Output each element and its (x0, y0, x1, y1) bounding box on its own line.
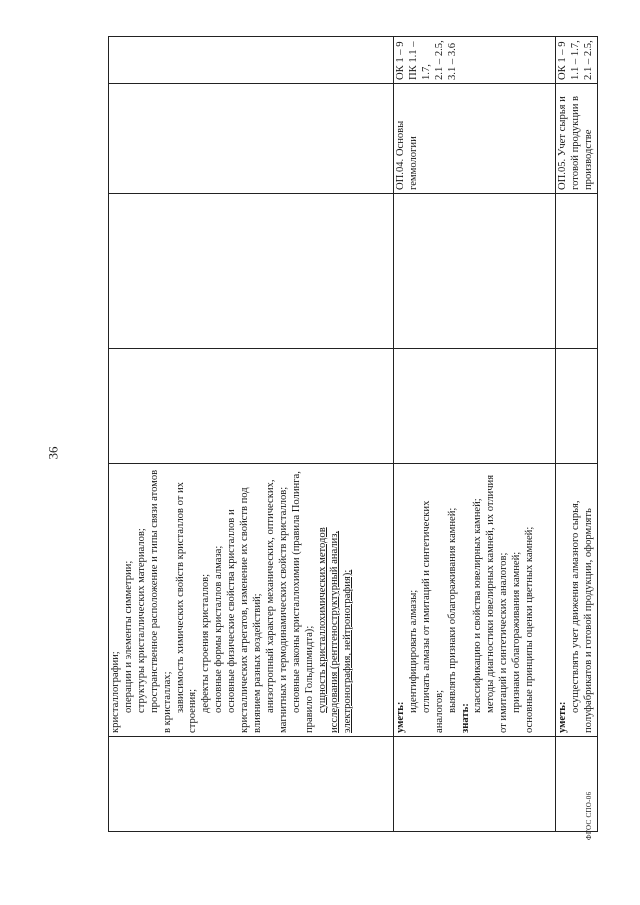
table-row (556, 37, 598, 832)
content-line: основные формы кристаллов алмаза; (213, 545, 225, 713)
content-line: основные законы кристаллохимии (правила Полинга, правило Гольдшмидта); (290, 471, 315, 733)
content-line: кристаллографии; (110, 651, 121, 733)
code-line: ПК 1.1 – 1.7, (407, 41, 432, 80)
content-line: дефекты строения кристаллов; (200, 573, 212, 713)
cell-empty (109, 194, 394, 349)
content-line: основные физические свойства кристаллов и кристаллических агрегатов, изменение их свойств под влиянием разных воздействий; (226, 487, 263, 733)
code-line: ОК 1 – 9 (557, 41, 568, 80)
cell-content (109, 464, 394, 737)
content-line: знать: (459, 703, 471, 733)
code-line: 2.1 – 2.5, (582, 40, 594, 80)
cell-empty (394, 194, 556, 349)
table-row (109, 37, 394, 832)
cell-codes (109, 37, 394, 84)
table-row (394, 37, 556, 832)
cell-index: ОП.05. Учет сырья и готовой продукции в производстве (556, 84, 598, 194)
content-line: пространственное расположение и типы связи атомов в кристаллах; (148, 469, 173, 733)
content-line: идентифицировать алмазы; (407, 589, 419, 713)
cell-empty (556, 194, 598, 349)
cell-codes (556, 37, 598, 84)
content-line: признаки облагораживания камней; (511, 551, 523, 713)
content-line: анизотропный характер механических, оптических, магнитных и термодинамических свойств кристаллов; (264, 479, 289, 733)
content-line: отличать алмазы от имитаций и синтетических аналогов; (420, 500, 445, 733)
content-line: уметь: (395, 701, 406, 733)
content-line: основные принципы оценки цветных камней; (524, 526, 536, 733)
content-line: осуществлять учет движения алмазного сырья, полуфабрикатов и готовой продукции, оформлять (569, 500, 594, 733)
cell-empty (556, 349, 598, 464)
cell-empty (109, 737, 394, 832)
content-line: сущность кристаллохимических методов исследования (рентгеноструктурный анализ, электронография, нейтронография); (316, 527, 354, 733)
content-line: структуры кристаллических материалов; (135, 528, 147, 713)
content-line: классификацию и свойства ювелирных камней; (472, 498, 484, 713)
content-line: выявлять признаки облагораживания камней; (446, 507, 458, 713)
cell-content (394, 464, 556, 737)
cell-index (109, 84, 394, 194)
cell-empty (109, 349, 394, 464)
page-number: 36 (45, 446, 61, 460)
competency-table (108, 36, 598, 832)
code-line: 3.1 – 3.6 (446, 42, 458, 80)
cell-empty (394, 737, 556, 832)
code-line: 2.1 – 2.5, (433, 40, 445, 80)
cell-index: ОП.04. Основы геммологии (394, 84, 556, 194)
content-line: уметь: (557, 701, 568, 733)
rotated-table-container (108, 37, 595, 832)
cell-content (556, 464, 598, 737)
footer-text: ФГОС СПО-06 (585, 791, 593, 840)
code-line: ОК 1 – 9 (395, 41, 406, 80)
content-line: методы диагностики ювелирных камней, их отличия от имитаций и синтетических аналогов; (485, 474, 510, 733)
cell-empty (394, 349, 556, 464)
cell-codes (394, 37, 556, 84)
code-line: 1.1 – 1.7, (569, 40, 581, 80)
content-line: операции и элементы симметрии; (122, 560, 134, 713)
content-line: зависимость химических свойств кристаллов от их строения; (174, 482, 199, 733)
